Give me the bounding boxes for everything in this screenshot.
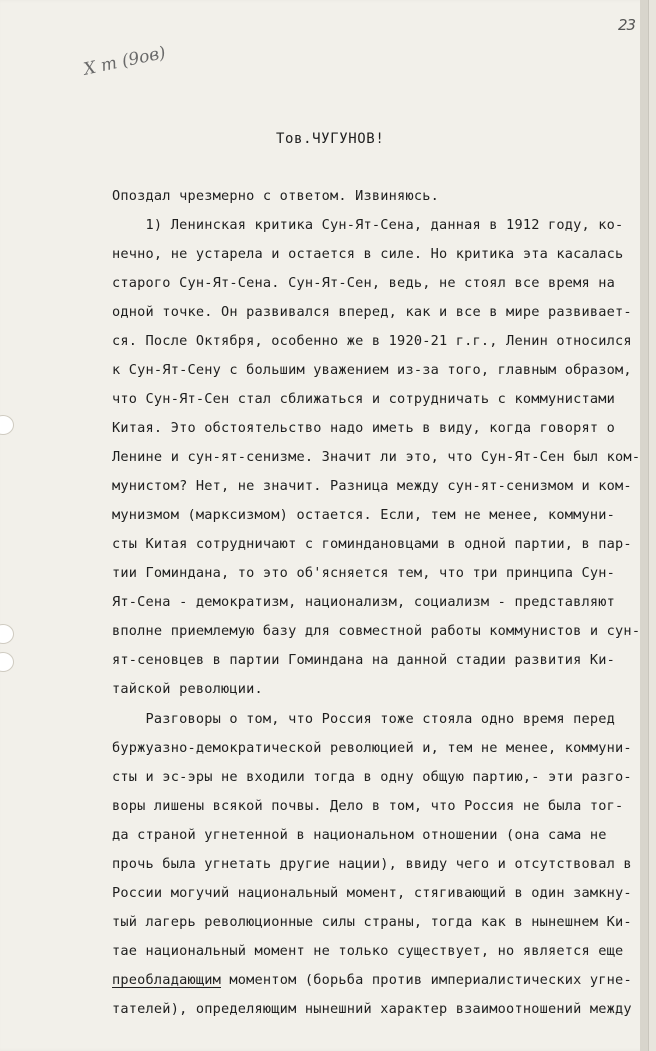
text-line: вполне приемлемую базу для совместной работы коммунистов и сун- (112, 623, 641, 639)
punch-hole (0, 652, 14, 672)
text-line: сты Китая сотрудничают с гоминдановцами в одной партии, в пар- (112, 536, 632, 552)
text-line: России могучий национальный момент, стягивающий в один замкну- (112, 885, 632, 901)
text-line: тый лагерь революционные силы страны, тогда как в нынешнем Ки- (112, 914, 632, 930)
text-line: одной точке. Он развивался вперед, как и все в мире развивает- (112, 304, 632, 320)
text-line: воры лишены всякой почвы. Дело в том, что Россия не была тог- (112, 798, 624, 814)
text-line-rest: моментом (борьба против империалистических угне- (229, 972, 632, 988)
text-line: ся. После Октября, особенно же в 1920-21 г.г., Ленин относился (112, 333, 632, 349)
text-line: Разговоры о том, что Россия тоже стояла одно время перед (112, 711, 616, 727)
text-line: да страной угнетенной в национальном отношении (она сама не (112, 827, 607, 843)
page-edge (640, 0, 648, 1051)
text-line: нечно, не устарела и остается в силе. Но критика эта касалась (112, 246, 624, 262)
punch-hole (0, 624, 14, 644)
text-line: ят-сеновцев в партии Гоминдана на данной стадии развития Ки- (112, 652, 616, 668)
text-line: тателей), определяющим нынешний характер взаимоотношений между (112, 1001, 632, 1017)
text-line: буржуазно-демократической революцией и, тем не менее, коммуни- (112, 740, 632, 756)
text-line: мунизмом (марксизмом) остается. Если, тем не менее, коммуни- (112, 507, 616, 523)
text-line: Ленине и сун-ят-сенизме. Значит ли это, что Сун-Ят-Сен был ком- (112, 449, 641, 465)
text-line: прочь была угнетать другие нации), ввиду чего и отсутствовал в (112, 856, 632, 872)
text-line: Ят-Сена - демократизм, национализм, социализм - представляют (112, 594, 616, 610)
text-line: Опоздал чрезмерно с ответом. Извиняюсь. (112, 188, 439, 204)
text-line: 1) Ленинская критика Сун-Ят-Сена, данная в 1912 году, ко- (112, 217, 624, 233)
text-line (112, 971, 632, 989)
text-line: сты и эс-эры не входили тогда в одну общую партию,- эти разго- (112, 769, 632, 785)
text-line: что Сун-Ят-Сен стал сближаться и сотрудничать с коммунистами (112, 391, 616, 407)
page-number: 23 (618, 16, 636, 34)
text-line: к Сун-Ят-Сену с большим уважением из-за того, главным образом, (112, 362, 632, 378)
text-line: тии Гоминдана, то это об'ясняется тем, что три принципа Сун- (112, 565, 616, 581)
underlined-word: преобладающим (112, 972, 221, 988)
text-line: мунистом? Нет, не значит. Разница между сун-ят-сенизмом и ком- (112, 478, 632, 494)
text-line: Китая. Это обстоятельство надо иметь в виду, когда говорят о (112, 420, 616, 436)
archive-mark: X т (9ов) (81, 42, 168, 80)
salutation: Тов.ЧУГУНОВ! (276, 131, 385, 147)
text-line: старого Сун-Ят-Сена. Сун-Ят-Сен, ведь, не стоял все время на (112, 275, 616, 291)
text-line: тае национальный момент не только существует, но является еще (112, 943, 624, 959)
punch-hole (0, 415, 14, 435)
text-line: тайской революции. (112, 681, 263, 697)
